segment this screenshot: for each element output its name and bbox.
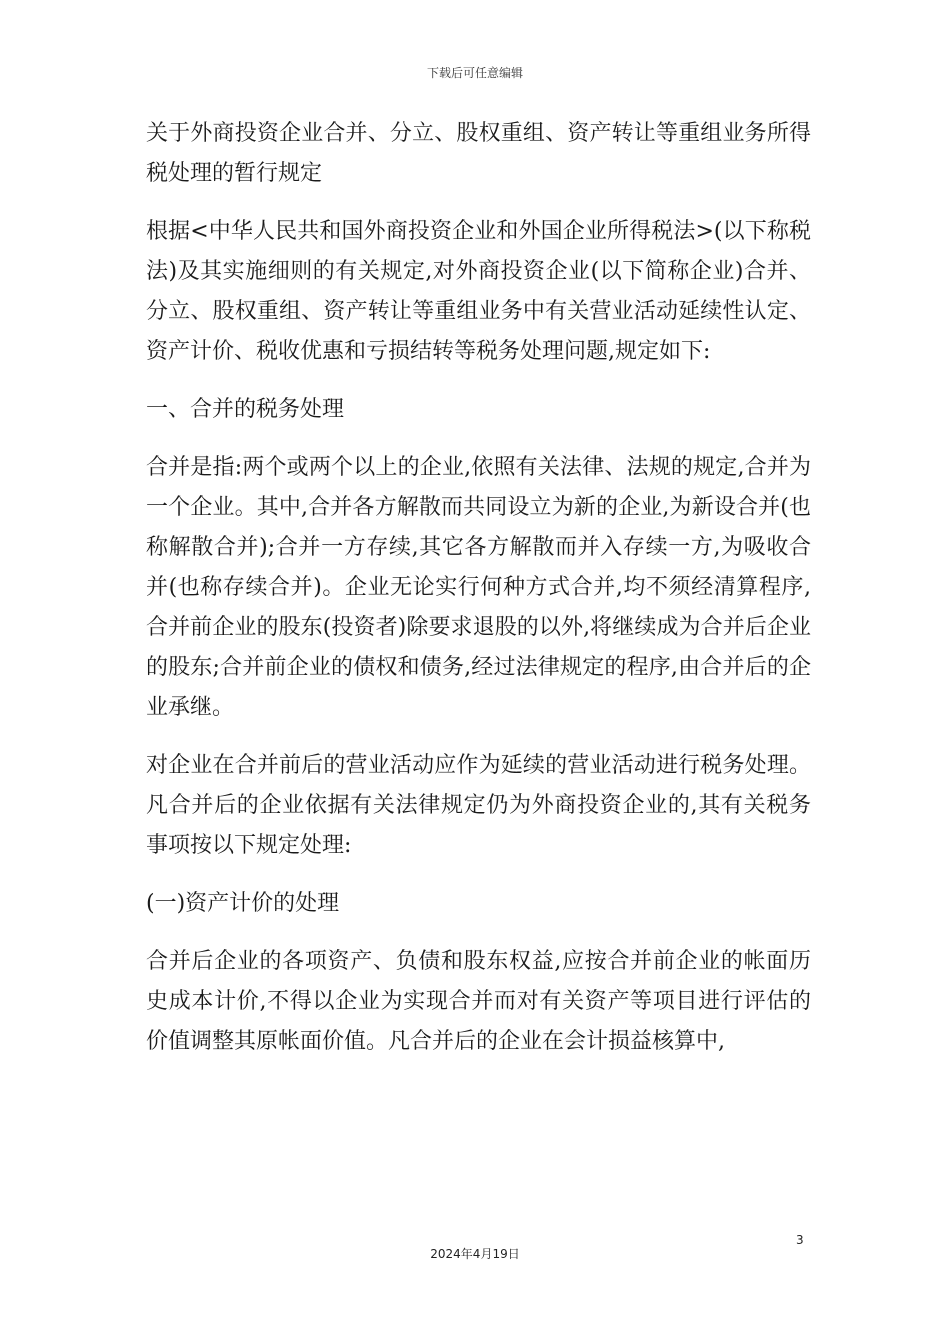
document-title: 关于外商投资企业合并、分立、股权重组、资产转让等重组业务所得税处理的暂行规定 xyxy=(146,121,811,186)
page-number: 3 xyxy=(796,1233,804,1247)
section-heading-merger: 一、合并的税务处理 xyxy=(146,397,345,422)
merger-tax-paragraph: 对企业在合并前后的营业活动应作为延续的营业活动进行税务处理。凡合并后的企业依据有关法律规定仍为外商投资企业的,其有关税务事项按以下规定处理: xyxy=(146,753,811,858)
document-body xyxy=(146,114,811,1080)
footer-date: 2024年4月19日 xyxy=(430,1247,520,1261)
merger-definition-paragraph: 合并是指:两个或两个以上的企业,依照有关法律、法规的规定,合并为一个企业。其中,合并各方解散而共同设立为新的企业,为新设合并(也称解散合并);合并一方存续,其它各方解散而并入存续一方,为吸收合并(也称存续合并)。企业无论实行何种方式合并,均不须经清算程序,合并前企业的股东(投资者)除要求退股的以外,将继续成为合并后企业的股东;合并前企业的债权和债务,经过法律规定的程序,由合并后的企业承继。 xyxy=(146,455,811,720)
intro-paragraph: 根据<中华人民共和国外商投资企业和外国企业所得税法>(以下称税法)及其实施细则的有关规定,对外商投资企业(以下简称企业)合并、分立、股权重组、资产转让等重组业务中有关营业活动延续性认定、资产计价、税收优惠和亏损结转等税务处理问题,规定如下: xyxy=(146,219,811,364)
asset-valuation-paragraph: 合并后企业的各项资产、负债和股东权益,应按合并前企业的帐面历史成本计价,不得以企业为实现合并而对有关资产等项目进行评估的价值调整其原帐面价值。凡合并后的企业在会计损益核算中, xyxy=(146,949,811,1054)
subsection-heading-asset-valuation: (一)资产计价的处理 xyxy=(146,891,340,916)
page-header: 下载后可任意编辑 xyxy=(426,66,523,80)
